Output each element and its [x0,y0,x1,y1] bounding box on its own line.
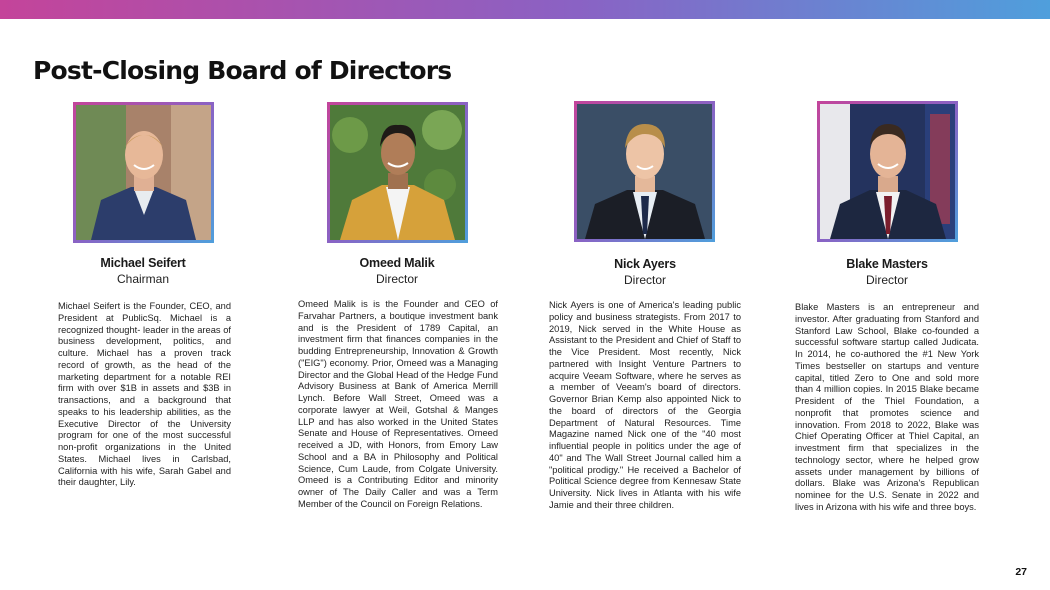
director-role: Director [375,272,418,286]
portrait-image [820,104,955,239]
director-role: Chairman [116,272,170,286]
director-name: Omeed Malik [359,256,435,270]
director-role: Director [623,273,666,287]
director-bio: Omeed Malik is is the Founder and CEO of Farvahar Partners, a boutique investment bank and is the President of 1789 Capital, an investment firm that finances companies in the budding Entrepreneurship, Innovation & Growth ("EIG") economy. Prior, Omeed was a Managing Director and the Global Head of the Hedge Fund Advisory Business at Bank of America Merrill Lynch. Before Wall Street, Omeed was a corporate lawyer at Weil, Gotshal & Manges LLP and has also worked in the United States Senate and House of Representatives. Omeed received a JD, with Honors, from Emory Law School and a BA in Philosophy and Political Science, Cum Laude, from Colgate University. Omeed is a Contributing Editor and minority owner of The Daily Caller and was a Term Member of the Council on Foreign Relations. [298,299,499,509]
director-name: Nick Ayers [614,257,676,271]
director-name: Blake Masters [846,257,928,271]
director-photo [327,102,468,243]
director-name: Michael Seifert [100,256,186,270]
header-gradient-bar [0,0,1050,19]
portrait-image [577,104,712,239]
slide-title: Post-Closing Board of Directors [33,56,452,85]
director-role: Director [865,273,908,287]
portrait-image [330,105,465,240]
page-number: 27 [1015,566,1027,578]
director-photo [73,102,214,243]
director-photo [817,101,958,242]
director-bio: Blake Masters is an entrepreneur and investor. After graduating from Stanford and Stanford Law School, Blake co-founded a successful software startup called Judicata. In 2014, he co-authored the #1 New York Times bestseller on startups and venture capital, titled Zero to One and sold more than 4 million copies. In 2015 Blake became President of the Thiel Foundation, a nonprofit that promotes science and innovation. From 2018 to 2022, Blake was Chief Operating Officer at Thiel Capital, an investment firm that specializes in the technology sector, where he helped grow assets under management by billions of dollars. Blake was Arizona's Republican nominee for the U.S. Senate in 2022 and lives in Arizona with his wife and three boys. [795,302,979,512]
director-bio: Nick Ayers is one of America's leading public policy and business strategists. From 2017 to 2019, Nick served in the White House as Assistant to the President and Chief of Staff to the Vice President. Most recently, Nick partnered with Insight Venture Partners to acquire Veeam Software, where he serves as a member of Veeam's board of directors. Governor Brian Kemp also appointed Nick to the board of directors of the Georgia Department of Natural Resources. Time Magazine named Nick one of the "40 most influential people in politics under the age of 40" and The Wall Street Journal called him a "political prodigy." He received a Bachelor of Political Science degree from Kennesaw State University. Nick lives in Atlanta with his wife Jamie and their three children. [549,300,741,510]
director-photo [574,101,715,242]
portrait-image [76,105,211,240]
director-bio: Michael Seifert is the Founder, CEO, and President at PublicSq. Michael is a recognized thought- leader in the areas of business development, politics, and culture. Michael has a proven track record of growth, as the head of the marketing department for a notable REI firm with over $1B in assets and $3B in transactions, and a background that speaks to his leadership abilities, as the Executive Director of the University program for one of the most successful non-profit organizations in the United States. Michael lives in Carlsbad, California with his wife, Sarah Gabel and their daughter, Lily. [58,301,231,488]
